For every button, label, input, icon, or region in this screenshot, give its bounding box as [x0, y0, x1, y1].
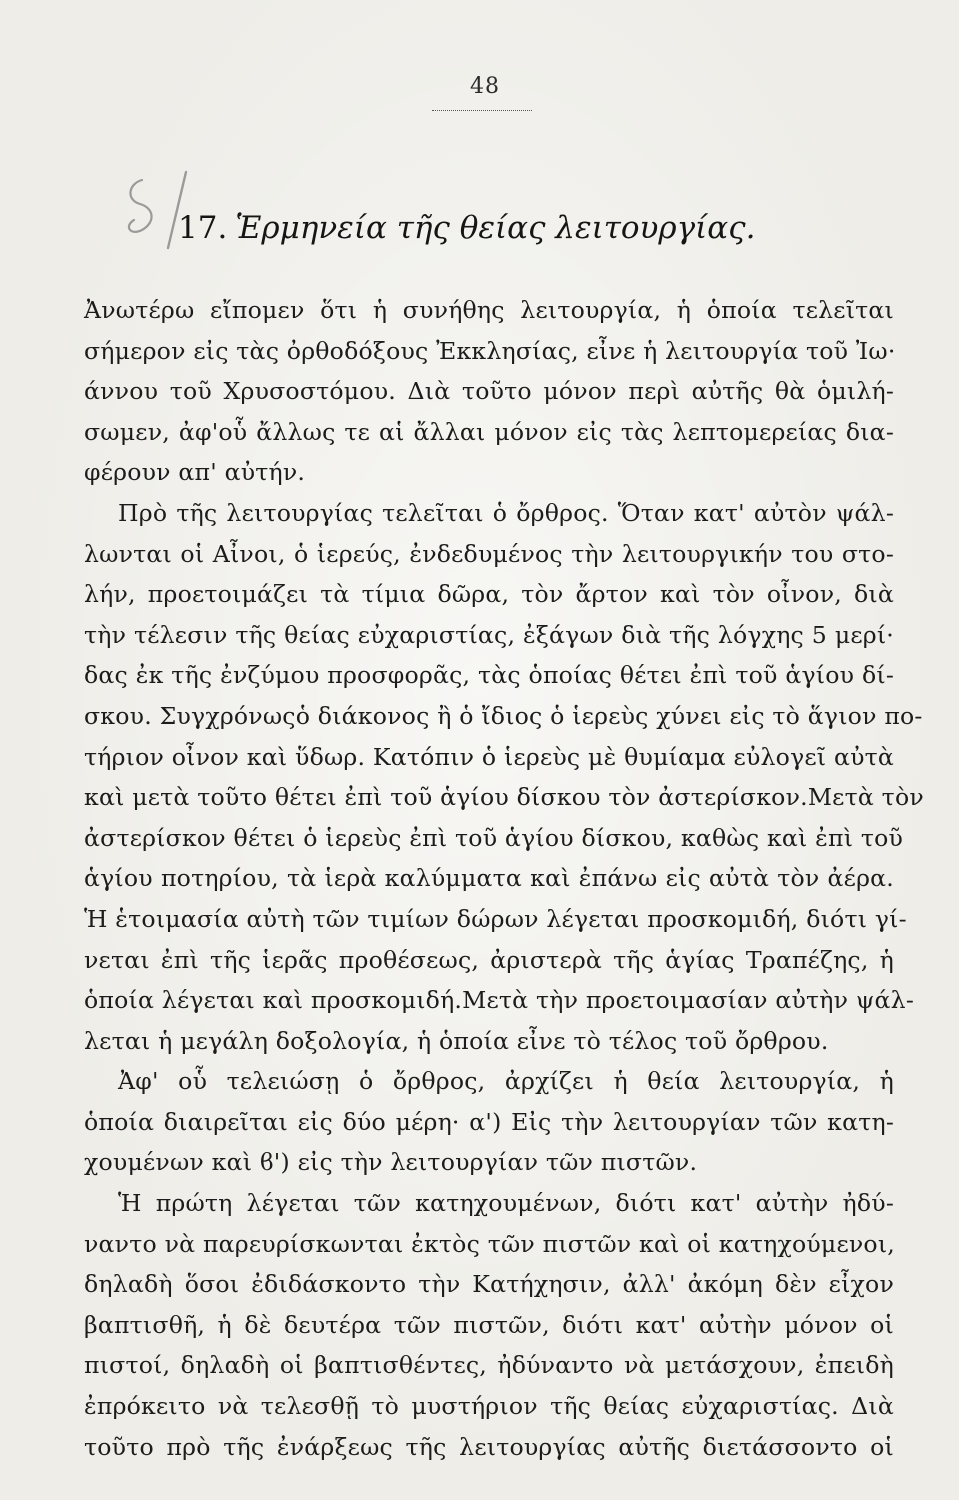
text-line: δας ἐκ τῆς ἐνζύμου προσφορᾶς, τὰς ὁποίας θέτει ἐπὶ τοῦ ἁγίου δί- — [84, 661, 894, 690]
section-title: Ἑρμηνεία τῆς θείας λειτουργίας. — [235, 210, 756, 246]
section-number: 17. — [178, 210, 228, 246]
text-line: βαπτισθῆ, ἡ δὲ δευτέρα τῶν πιστῶν, διότι κατ' αὐτὴν μόνον οἱ — [84, 1310, 894, 1339]
text-line: σωμεν, ἀφ'οὗ ἄλλως τε αἱ ἄλλαι μόνον εἰς τὰς λεπτομερείας δια- — [84, 417, 894, 446]
text-line: Πρὸ τῆς λειτουργίας τελεῖται ὁ ὄρθρος. Ὅταν κατ' αὐτὸν ψάλ- — [118, 498, 894, 527]
text-line: φέρουν απ' αὐτήν. — [84, 458, 306, 487]
text-line: Ἀφ' οὗ τελειώσῃ ὁ ὄρθρος, ἀρχίζει ἡ θεία λειτουργία, ἡ — [118, 1067, 894, 1096]
text-line: ἐπρόκειτο νὰ τελεσθῇ τὸ μυστήριον τῆς θείας εὐχαριστίας. Διὰ — [84, 1392, 894, 1421]
text-line: λήν, προετοιμάζει τὰ τίμια δῶρα, τὸν ἄρτον καὶ τὸν οἶνον, διὰ — [84, 580, 894, 609]
page-number: 48 — [470, 74, 500, 99]
text-line: ἁγίου ποτηρίου, τὰ ἱερὰ καλύμματα καὶ ἐπάνω εἰς αὐτὰ τὸν ἀέρα. — [84, 864, 894, 893]
text-line: χουμένων καὶ ϐ') εἰς τὴν λειτουργίαν τῶν πιστῶν. — [84, 1148, 698, 1177]
text-line: πιστοί, δηλαδὴ οἱ βαπτισθέντες, ἠδύναντο νὰ μετάσχουν, ἐπειδὴ — [84, 1351, 894, 1380]
text-line: νεται ἐπὶ τῆς ἱερᾶς προθέσεως, ἀριστερὰ τῆς ἁγίας Τραπέζης, ἡ — [84, 945, 894, 974]
text-line: ἀστερίσκον θέτει ὁ ἱερεὺς ἐπὶ τοῦ ἁγίου δίσκου, καθὼς καὶ ἐπὶ τοῦ — [84, 823, 904, 852]
text-line: Ἀνωτέρω εἴπομεν ὅτι ἡ συνήθης λειτουργία, ἡ ὁποία τελεῖται — [84, 296, 894, 324]
text-line: τοῦτο πρὸ τῆς ἐνάρξεως τῆς λειτουργίας αὐτῆς διετάσσοντο οἱ — [84, 1432, 894, 1461]
text-line: σήμερον εἰς τὰς ὀρθοδόξους Ἐκκλησίας, εἶνε ἡ λειτουργία τοῦ Ἰω· — [84, 336, 896, 365]
text-line: ναντο νὰ παρευρίσκωνται ἐκτὸς τῶν πιστῶν καὶ οἱ κατηχούμενοι, — [84, 1229, 895, 1258]
text-line: σκου. Συγχρόνωςὁ διάκονος ἢ ὁ ἴδιος ὁ ἱερεὺς χύνει εἰς τὸ ἅγιον πο- — [84, 701, 923, 730]
text-line: τήριον οἶνον καὶ ὕδωρ. Κατόπιν ὁ ἱερεὺς μὲ θυμίαμα εὐλογεῖ αὐτὰ — [84, 742, 895, 771]
body-text — [84, 290, 924, 1467]
text-line: ὁποία λέγεται καὶ προσκομιδή.Μετὰ τὴν προετοιμασίαν αὐτὴν ψάλ- — [84, 986, 915, 1015]
text-line: καὶ μετὰ τοῦτο θέτει ἐπὶ τοῦ ἁγίου δίσκου τὸν ἀστερίσκον.Μετὰ τὸν — [84, 783, 924, 812]
section-heading — [178, 210, 755, 246]
text-line: λωνται οἱ Αἶνοι, ὁ ἱερεύς, ἐνδεδυμένος τὴν λειτουργικήν του στο- — [84, 539, 894, 568]
text-line: τὴν τέλεσιν τῆς θείας εὐχαριστίας, ἐξάγων διὰ τῆς λόγχης 5 μερί· — [84, 620, 894, 649]
page-number-rule — [432, 110, 532, 111]
text-line: ὁποία διαιρεῖται εἰς δύο μέρη· α') Εἰς τὴν λειτουργίαν τῶν κατη- — [84, 1107, 894, 1136]
text-line: δηλαδὴ ὅσοι ἐδιδάσκοντο τὴν Κατήχησιν, ἀλλ' ἀκόμη δὲν εἶχον — [84, 1270, 894, 1299]
text-line: Ἡ ἑτοιμασία αὐτὴ τῶν τιμίων δώρων λέγεται προσκομιδή, διότι γί- — [84, 904, 907, 933]
text-line: Ἡ πρώτη λέγεται τῶν κατηχουμένων, διότι κατ' αὐτὴν ἠδύ- — [118, 1189, 894, 1218]
text-line: άννου τοῦ Χρυσοστόμου. Διὰ τοῦτο μόνον περὶ αὐτῆς θὰ ὁμιλή- — [84, 377, 894, 406]
text-line: λεται ἡ μεγάλη δοξολογία, ἡ ὁποία εἶνε τὸ τέλος τοῦ ὄρθρου. — [84, 1026, 829, 1055]
